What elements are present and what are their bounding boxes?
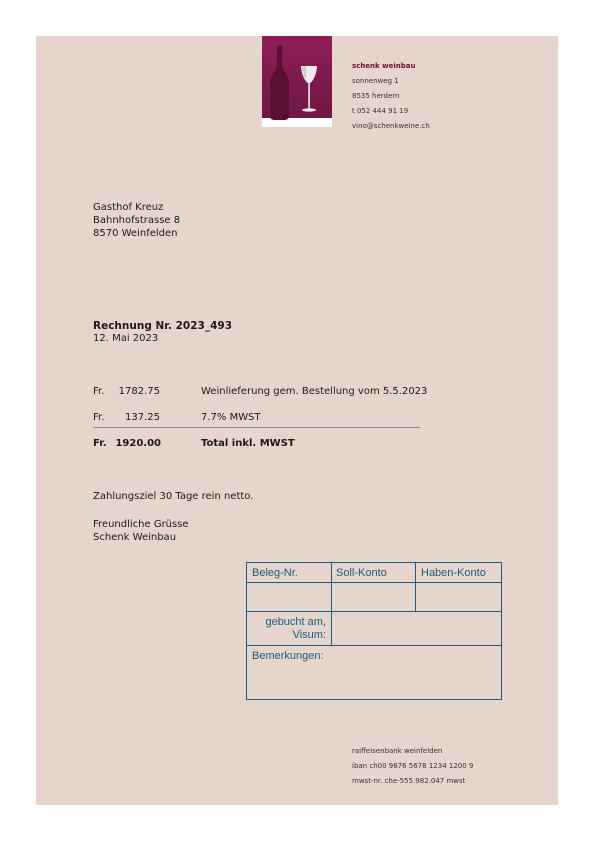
line-description: 7.7% MWST — [201, 412, 261, 423]
signature: Schenk Weinbau — [93, 532, 177, 543]
recipient-city: 8570 Weinfelden — [93, 228, 178, 239]
gebucht-am-label: gebucht am, — [265, 616, 326, 628]
footer-block — [352, 744, 473, 789]
soll-konto-label: Soll-Konto — [336, 567, 387, 579]
line-description: Weinlieferung gem. Bestellung vom 5.5.2023 — [201, 386, 428, 397]
haben-konto-label: Haben-Konto — [421, 567, 486, 579]
visum-label: Visum: — [292, 629, 326, 641]
invoice-date: 12. Mai 2023 — [93, 333, 159, 344]
sender-block — [352, 59, 430, 134]
sender-city: 8535 herdern — [352, 92, 400, 100]
recipient-address — [93, 201, 180, 240]
line-amount: 137.25 — [125, 412, 160, 423]
recipient-name: Gasthof Kreuz — [93, 202, 164, 213]
total-divider — [93, 427, 420, 428]
bank-name: raiffeisenbank weinfelden — [352, 747, 443, 755]
line-currency: Fr. — [93, 386, 105, 397]
total-amount: 1920.00 — [115, 438, 161, 449]
line-currency: Fr. — [93, 412, 105, 423]
logo — [262, 36, 332, 127]
invoice-title: Rechnung Nr. 2023_493 — [93, 320, 233, 332]
recipient-street: Bahnhofstrasse 8 — [93, 215, 181, 226]
total-description: Total inkl. MWST — [201, 438, 295, 449]
iban: iban ch00 9876 5678 1234 1200 9 — [352, 762, 474, 770]
greeting: Freundliche Grüsse — [93, 519, 189, 530]
accounting-stamp — [246, 562, 502, 700]
sender-email: vino@schenkweine.ch — [352, 122, 430, 130]
sender-name: schenk weinbau — [352, 62, 416, 70]
bemerkungen-label: Bemerkungen: — [252, 650, 324, 662]
total-row — [93, 438, 295, 452]
line-amount: 1782.75 — [118, 386, 160, 397]
line-item — [93, 412, 261, 426]
payment-terms: Zahlungsziel 30 Tage rein netto. — [93, 491, 254, 502]
sender-street: sonnenweg 1 — [352, 77, 399, 85]
beleg-nr-label: Beleg-Nr. — [252, 567, 298, 579]
sender-phone: t 052 444 91 19 — [352, 107, 409, 115]
line-item — [93, 386, 428, 400]
closing — [93, 518, 189, 544]
total-currency: Fr. — [93, 438, 107, 449]
wine-bottle-icon — [262, 36, 332, 127]
vat-number: mwst-nr. che-555.982.047 mwst — [352, 777, 466, 785]
